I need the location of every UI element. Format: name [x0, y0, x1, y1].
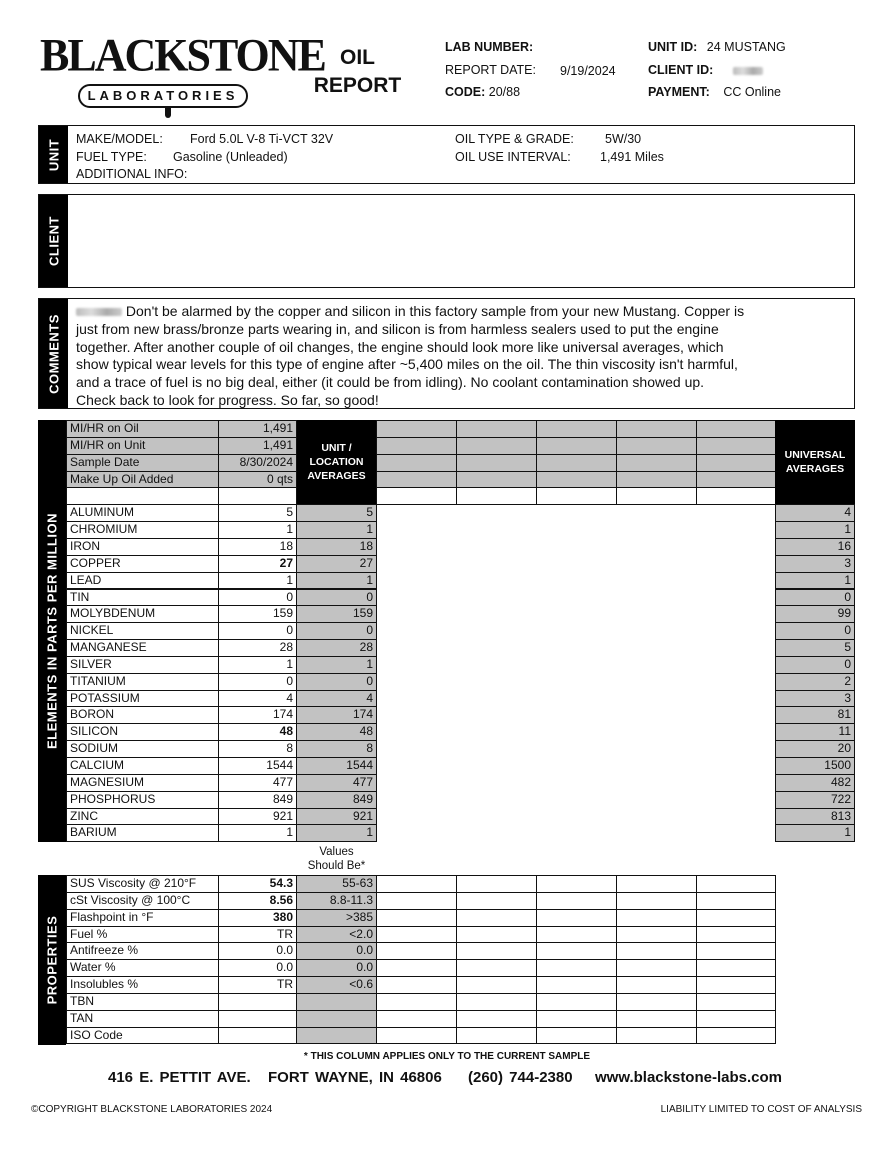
history-cell	[376, 454, 457, 472]
history-cell	[456, 420, 537, 438]
sample-info-value: 1,491	[218, 437, 297, 455]
property-should-be	[296, 993, 377, 1011]
element-value: 28	[218, 639, 297, 657]
element-unit-average: 1	[296, 572, 377, 590]
history-cell	[616, 420, 697, 438]
property-name: TBN	[66, 993, 219, 1011]
history-cell	[456, 993, 537, 1011]
history-cell	[696, 875, 776, 893]
property-name: Flashpoint in °F	[66, 909, 219, 927]
values-should-be-header-2: Should Be*	[307, 860, 366, 872]
history-cell	[456, 942, 537, 960]
property-should-be: >385	[296, 909, 377, 927]
element-value: 18	[218, 538, 297, 556]
element-value: 0	[218, 622, 297, 640]
client-side-label: CLIENT	[39, 195, 68, 287]
element-unit-average: 27	[296, 555, 377, 573]
property-should-be: 55-63	[296, 875, 377, 893]
element-universal-average: 5	[775, 639, 855, 657]
element-universal-average: 1	[775, 572, 855, 590]
unit-id: UNIT ID: 24 MUSTANG	[648, 40, 786, 54]
element-universal-average: 1500	[775, 757, 855, 775]
history-cell	[456, 1010, 537, 1028]
property-value	[218, 1027, 297, 1045]
oil-type-label: OIL TYPE & GRADE:	[455, 132, 574, 146]
history-cell	[536, 909, 617, 927]
property-value	[218, 993, 297, 1011]
element-unit-average: 4	[296, 690, 377, 708]
sample-info-label: Make Up Oil Added	[66, 471, 219, 489]
footer-city: FORT WAYNE, IN 46806	[268, 1069, 442, 1086]
history-cell	[536, 454, 617, 472]
blank-cell	[218, 487, 297, 505]
history-cell	[376, 420, 457, 438]
history-cell	[456, 437, 537, 455]
element-unit-average: 8	[296, 740, 377, 758]
report-title: OIL REPORT	[313, 46, 402, 97]
element-universal-average: 3	[775, 555, 855, 573]
history-cell	[696, 471, 776, 489]
property-name: Insolubles %	[66, 976, 219, 994]
property-value: 380	[218, 909, 297, 927]
element-name: PHOSPHORUS	[66, 791, 219, 809]
logo-wordmark: BLACKSTONE	[40, 29, 325, 82]
blackstone-logo	[40, 29, 325, 118]
element-name: MANGANESE	[66, 639, 219, 657]
logo-drip-icon	[165, 108, 171, 118]
property-should-be: 0.0	[296, 942, 377, 960]
element-universal-average: 99	[775, 605, 855, 623]
history-cell	[536, 471, 617, 489]
property-value: 54.3	[218, 875, 297, 893]
history-cell	[536, 420, 617, 438]
property-name: cSt Viscosity @ 100°C	[66, 892, 219, 910]
history-cell	[376, 959, 457, 977]
element-name: NICKEL	[66, 622, 219, 640]
history-cell	[696, 976, 776, 994]
property-should-be: 0.0	[296, 959, 377, 977]
fuel-type-label: FUEL TYPE:	[76, 150, 147, 164]
unit-section	[38, 125, 855, 184]
history-cell	[376, 471, 457, 489]
element-unit-average: 477	[296, 774, 377, 792]
history-cell	[536, 875, 617, 893]
sample-info-value: 1,491	[218, 420, 297, 438]
history-cell	[696, 942, 776, 960]
elements-side-label: ELEMENTS IN PARTS PER MILLION	[38, 420, 66, 842]
history-cell	[616, 942, 697, 960]
element-name: ZINC	[66, 808, 219, 826]
property-name: Water %	[66, 959, 219, 977]
history-cell	[456, 875, 537, 893]
element-name: CALCIUM	[66, 757, 219, 775]
history-cell	[456, 487, 537, 505]
history-cell	[536, 1010, 617, 1028]
history-cell	[456, 892, 537, 910]
history-cell	[696, 437, 776, 455]
property-name: TAN	[66, 1010, 219, 1028]
property-name: ISO Code	[66, 1027, 219, 1045]
property-name: Antifreeze %	[66, 942, 219, 960]
element-value: 1	[218, 824, 297, 842]
history-cell	[376, 1010, 457, 1028]
property-value: TR	[218, 926, 297, 944]
history-cell	[536, 892, 617, 910]
history-cell	[616, 437, 697, 455]
fuel-type-value: Gasoline (Unleaded)	[173, 150, 288, 164]
property-should-be: 8.8-11.3	[296, 892, 377, 910]
element-value: 1	[218, 572, 297, 590]
element-value: 849	[218, 791, 297, 809]
element-universal-average: 0	[775, 589, 855, 607]
history-cell	[376, 437, 457, 455]
property-name: SUS Viscosity @ 210°F	[66, 875, 219, 893]
sample-info-label: MI/HR on Oil	[66, 420, 219, 438]
values-should-be-header-1: Values	[319, 846, 354, 858]
history-cell	[376, 909, 457, 927]
footer-phone: (260) 744-2380	[468, 1069, 573, 1086]
element-name: IRON	[66, 538, 219, 556]
element-unit-average: 1544	[296, 757, 377, 775]
element-universal-average: 482	[775, 774, 855, 792]
make-model-value: Ford 5.0L V-8 Ti-VCT 32V	[190, 132, 334, 146]
element-value: 0	[218, 673, 297, 691]
element-value: 4	[218, 690, 297, 708]
history-cell	[536, 437, 617, 455]
property-value: 8.56	[218, 892, 297, 910]
element-name: MAGNESIUM	[66, 774, 219, 792]
history-cell	[536, 959, 617, 977]
element-name: POTASSIUM	[66, 690, 219, 708]
element-value: 1	[218, 521, 297, 539]
element-value: 27	[218, 555, 297, 573]
liability: LIABILITY LIMITED TO COST OF ANALYSIS	[660, 1104, 862, 1115]
history-cell	[536, 976, 617, 994]
footer-website[interactable]: www.blackstone-labs.com	[595, 1069, 782, 1086]
oil-use-value: 1,491 Miles	[600, 150, 664, 164]
element-name: BORON	[66, 706, 219, 724]
history-cell	[616, 909, 697, 927]
element-name: SILVER	[66, 656, 219, 674]
sample-info-value: 8/30/2024	[218, 454, 297, 472]
unit-averages-header: UNIT / LOCATION AVERAGES	[297, 420, 376, 504]
properties-side-label: PROPERTIES	[38, 875, 66, 1045]
element-value: 5	[218, 504, 297, 522]
logo-subtitle: LABORATORIES	[78, 84, 248, 108]
property-should-be	[296, 1027, 377, 1045]
element-universal-average: 4	[775, 504, 855, 522]
history-cell	[456, 959, 537, 977]
element-name: TITANIUM	[66, 673, 219, 691]
comments-text: Don't be alarmed by the copper and silicon in this factory sample from your new Mustang. Copper is just from new brass/bronze parts wearing in, and silicon is from harmless sealers used to put the engine together. After another couple of oil changes, the engine should look more like universal averages, which show typical wear levels for this type of engine after ~5,400 miles on the oil. The thin viscosity isn't harmful, and a trace of fuel is no big deal, either (it could be from idling). No coolant contamination showed up. Check back to look for progress. So far, so good!	[76, 303, 745, 408]
history-cell	[696, 1010, 776, 1028]
make-model-label: MAKE/MODEL:	[76, 132, 163, 146]
element-value: 8	[218, 740, 297, 758]
element-unit-average: 18	[296, 538, 377, 556]
copyright: ©COPYRIGHT BLACKSTONE LABORATORIES 2024	[31, 1104, 273, 1115]
oil-type-value: 5W/30	[605, 132, 642, 146]
element-value: 1	[218, 656, 297, 674]
property-should-be: <0.6	[296, 976, 377, 994]
history-cell	[696, 909, 776, 927]
element-universal-average: 0	[775, 656, 855, 674]
element-unit-average: 28	[296, 639, 377, 657]
element-value: 477	[218, 774, 297, 792]
history-cell	[696, 993, 776, 1011]
history-cell	[376, 926, 457, 944]
element-unit-average: 1	[296, 656, 377, 674]
footnote: * THIS COLUMN APPLIES ONLY TO THE CURRENT SAMPLE	[303, 1051, 591, 1062]
element-unit-average: 174	[296, 706, 377, 724]
element-name: ALUMINUM	[66, 504, 219, 522]
property-should-be	[296, 1010, 377, 1028]
redacted-client-id	[733, 67, 763, 75]
history-cell	[376, 875, 457, 893]
lab-number: LAB NUMBER:	[445, 40, 534, 54]
history-cell	[456, 471, 537, 489]
comments-side-label: COMMENTS	[39, 299, 68, 408]
history-cell	[536, 1027, 617, 1045]
code: CODE: 20/88	[445, 85, 521, 99]
element-name: CHROMIUM	[66, 521, 219, 539]
history-cell	[376, 942, 457, 960]
history-cell	[616, 926, 697, 944]
unit-side-label: UNIT	[39, 126, 68, 183]
element-universal-average: 20	[775, 740, 855, 758]
history-cell	[616, 1010, 697, 1028]
history-cell	[376, 487, 457, 505]
element-name: TIN	[66, 589, 219, 607]
history-cell	[696, 487, 776, 505]
element-unit-average: 159	[296, 605, 377, 623]
history-cell	[376, 993, 457, 1011]
property-should-be: <2.0	[296, 926, 377, 944]
element-name: BARIUM	[66, 824, 219, 842]
element-unit-average: 849	[296, 791, 377, 809]
element-name: SODIUM	[66, 740, 219, 758]
sample-info-value: 0 qts	[218, 471, 297, 489]
report-date-value: 9/19/2024	[560, 64, 616, 78]
element-universal-average: 81	[775, 706, 855, 724]
history-cell	[376, 892, 457, 910]
history-cell	[536, 993, 617, 1011]
history-cell	[616, 875, 697, 893]
history-cell	[616, 993, 697, 1011]
history-cell	[696, 420, 776, 438]
history-cell	[456, 454, 537, 472]
history-cell	[456, 976, 537, 994]
element-value: 1544	[218, 757, 297, 775]
element-name: COPPER	[66, 555, 219, 573]
payment: PAYMENT: CC Online	[648, 85, 781, 99]
property-value	[218, 1010, 297, 1028]
element-universal-average: 813	[775, 808, 855, 826]
history-cell	[616, 471, 697, 489]
element-name: SILICON	[66, 723, 219, 741]
history-cell	[616, 454, 697, 472]
comments-section	[38, 298, 855, 409]
client-id: CLIENT ID:	[648, 63, 763, 77]
element-value: 174	[218, 706, 297, 724]
element-value: 0	[218, 589, 297, 607]
element-unit-average: 5	[296, 504, 377, 522]
element-unit-average: 0	[296, 622, 377, 640]
footer-address: 416 E. PETTIT AVE.	[108, 1069, 251, 1086]
property-value: TR	[218, 976, 297, 994]
element-universal-average: 3	[775, 690, 855, 708]
element-value: 48	[218, 723, 297, 741]
element-unit-average: 0	[296, 589, 377, 607]
history-cell	[616, 976, 697, 994]
property-value: 0.0	[218, 959, 297, 977]
redacted-client-name	[76, 308, 122, 316]
property-value: 0.0	[218, 942, 297, 960]
history-cell	[376, 1027, 457, 1045]
history-cell	[536, 942, 617, 960]
element-universal-average: 2	[775, 673, 855, 691]
element-universal-average: 722	[775, 791, 855, 809]
element-name: LEAD	[66, 572, 219, 590]
property-name: Fuel %	[66, 926, 219, 944]
element-universal-average: 0	[775, 622, 855, 640]
history-cell	[696, 454, 776, 472]
history-cell	[616, 1027, 697, 1045]
element-universal-average: 1	[775, 521, 855, 539]
oil-use-label: OIL USE INTERVAL:	[455, 150, 571, 164]
sample-info-label: Sample Date	[66, 454, 219, 472]
universal-averages-header: UNIVERSAL AVERAGES	[775, 420, 855, 504]
element-universal-average: 11	[775, 723, 855, 741]
history-cell	[376, 976, 457, 994]
history-cell	[616, 892, 697, 910]
element-value: 921	[218, 808, 297, 826]
additional-info-label: ADDITIONAL INFO:	[76, 167, 188, 181]
element-universal-average: 1	[775, 824, 855, 842]
history-cell	[696, 1027, 776, 1045]
history-cell	[696, 926, 776, 944]
history-cell	[696, 892, 776, 910]
history-cell	[456, 1027, 537, 1045]
sample-info-label: MI/HR on Unit	[66, 437, 219, 455]
element-unit-average: 1	[296, 521, 377, 539]
element-unit-average: 921	[296, 808, 377, 826]
history-cell	[456, 909, 537, 927]
element-unit-average: 0	[296, 673, 377, 691]
element-universal-average: 16	[775, 538, 855, 556]
history-cell	[696, 959, 776, 977]
element-value: 159	[218, 605, 297, 623]
history-cell	[616, 959, 697, 977]
history-cell	[536, 487, 617, 505]
element-unit-average: 1	[296, 824, 377, 842]
client-section	[38, 194, 855, 288]
element-name: MOLYBDENUM	[66, 605, 219, 623]
report-date-label: REPORT DATE:	[445, 63, 536, 77]
history-cell	[536, 926, 617, 944]
blank-cell	[66, 487, 219, 505]
history-cell	[616, 487, 697, 505]
history-cell	[456, 926, 537, 944]
element-unit-average: 48	[296, 723, 377, 741]
